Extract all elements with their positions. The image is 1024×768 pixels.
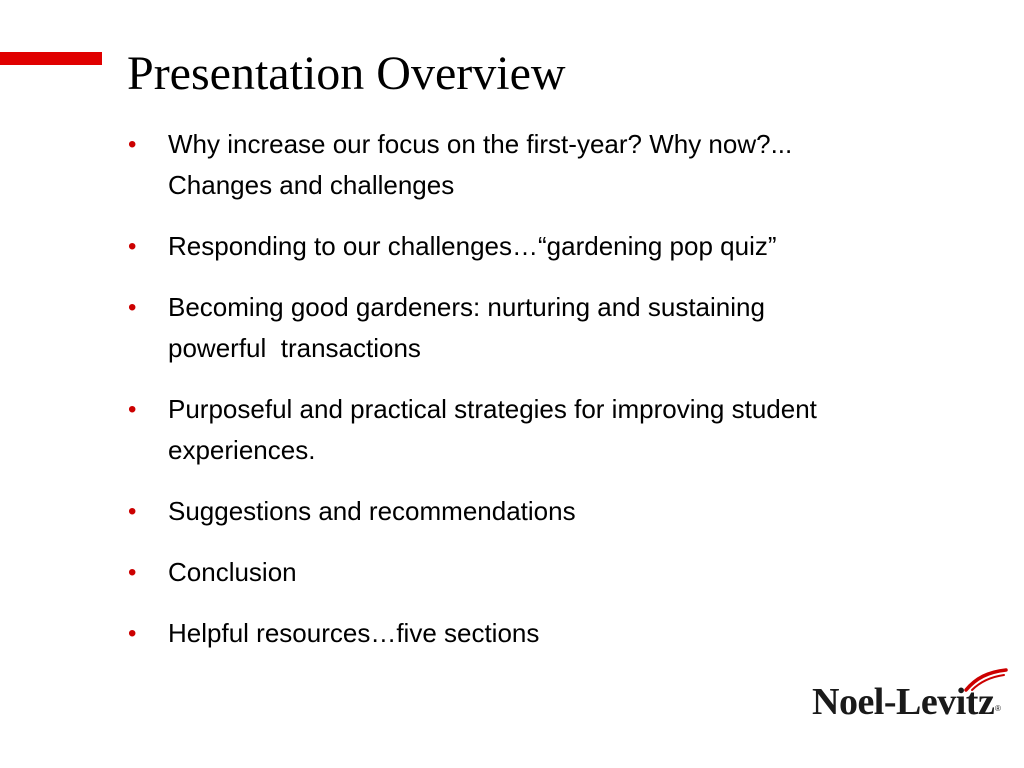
bullet-list (128, 124, 988, 674)
slide-title: Presentation Overview (127, 47, 566, 100)
bullet-text: Suggestions and recommendations (168, 496, 576, 526)
bullet-text: Responding to our challenges…“gardening pop quiz” (168, 231, 777, 261)
title-accent-bar (0, 52, 102, 65)
bullet-text: Becoming good gardeners: nurturing and sustaining powerful transactions (168, 292, 765, 363)
bullet-dot-icon: • (128, 131, 137, 158)
bullet-dot-icon: • (128, 498, 137, 525)
bullet-dot-icon: • (128, 396, 137, 423)
bullet-text: Purposeful and practical strategies for improving student experiences. (168, 394, 817, 465)
bullet-item (128, 226, 988, 267)
bullet-text: Why increase our focus on the first-year? Why now?... Changes and challenges (168, 129, 793, 200)
bullet-dot-icon: • (128, 233, 137, 260)
bullet-item (128, 389, 988, 471)
bullet-item (128, 124, 988, 206)
logo-wordmark: Noel-Levitz (812, 681, 995, 723)
bullet-item (128, 552, 988, 593)
bullet-dot-icon: • (128, 620, 137, 647)
bullet-item (128, 287, 988, 369)
bullet-dot-icon: • (128, 294, 137, 321)
registered-mark: ® (995, 704, 1001, 713)
bullet-item (128, 613, 988, 654)
bullet-item (128, 491, 988, 532)
bullet-text: Conclusion (168, 557, 297, 587)
noel-levitz-logo (812, 668, 1004, 724)
bullet-dot-icon: • (128, 559, 137, 586)
bullet-text: Helpful resources…five sections (168, 618, 540, 648)
